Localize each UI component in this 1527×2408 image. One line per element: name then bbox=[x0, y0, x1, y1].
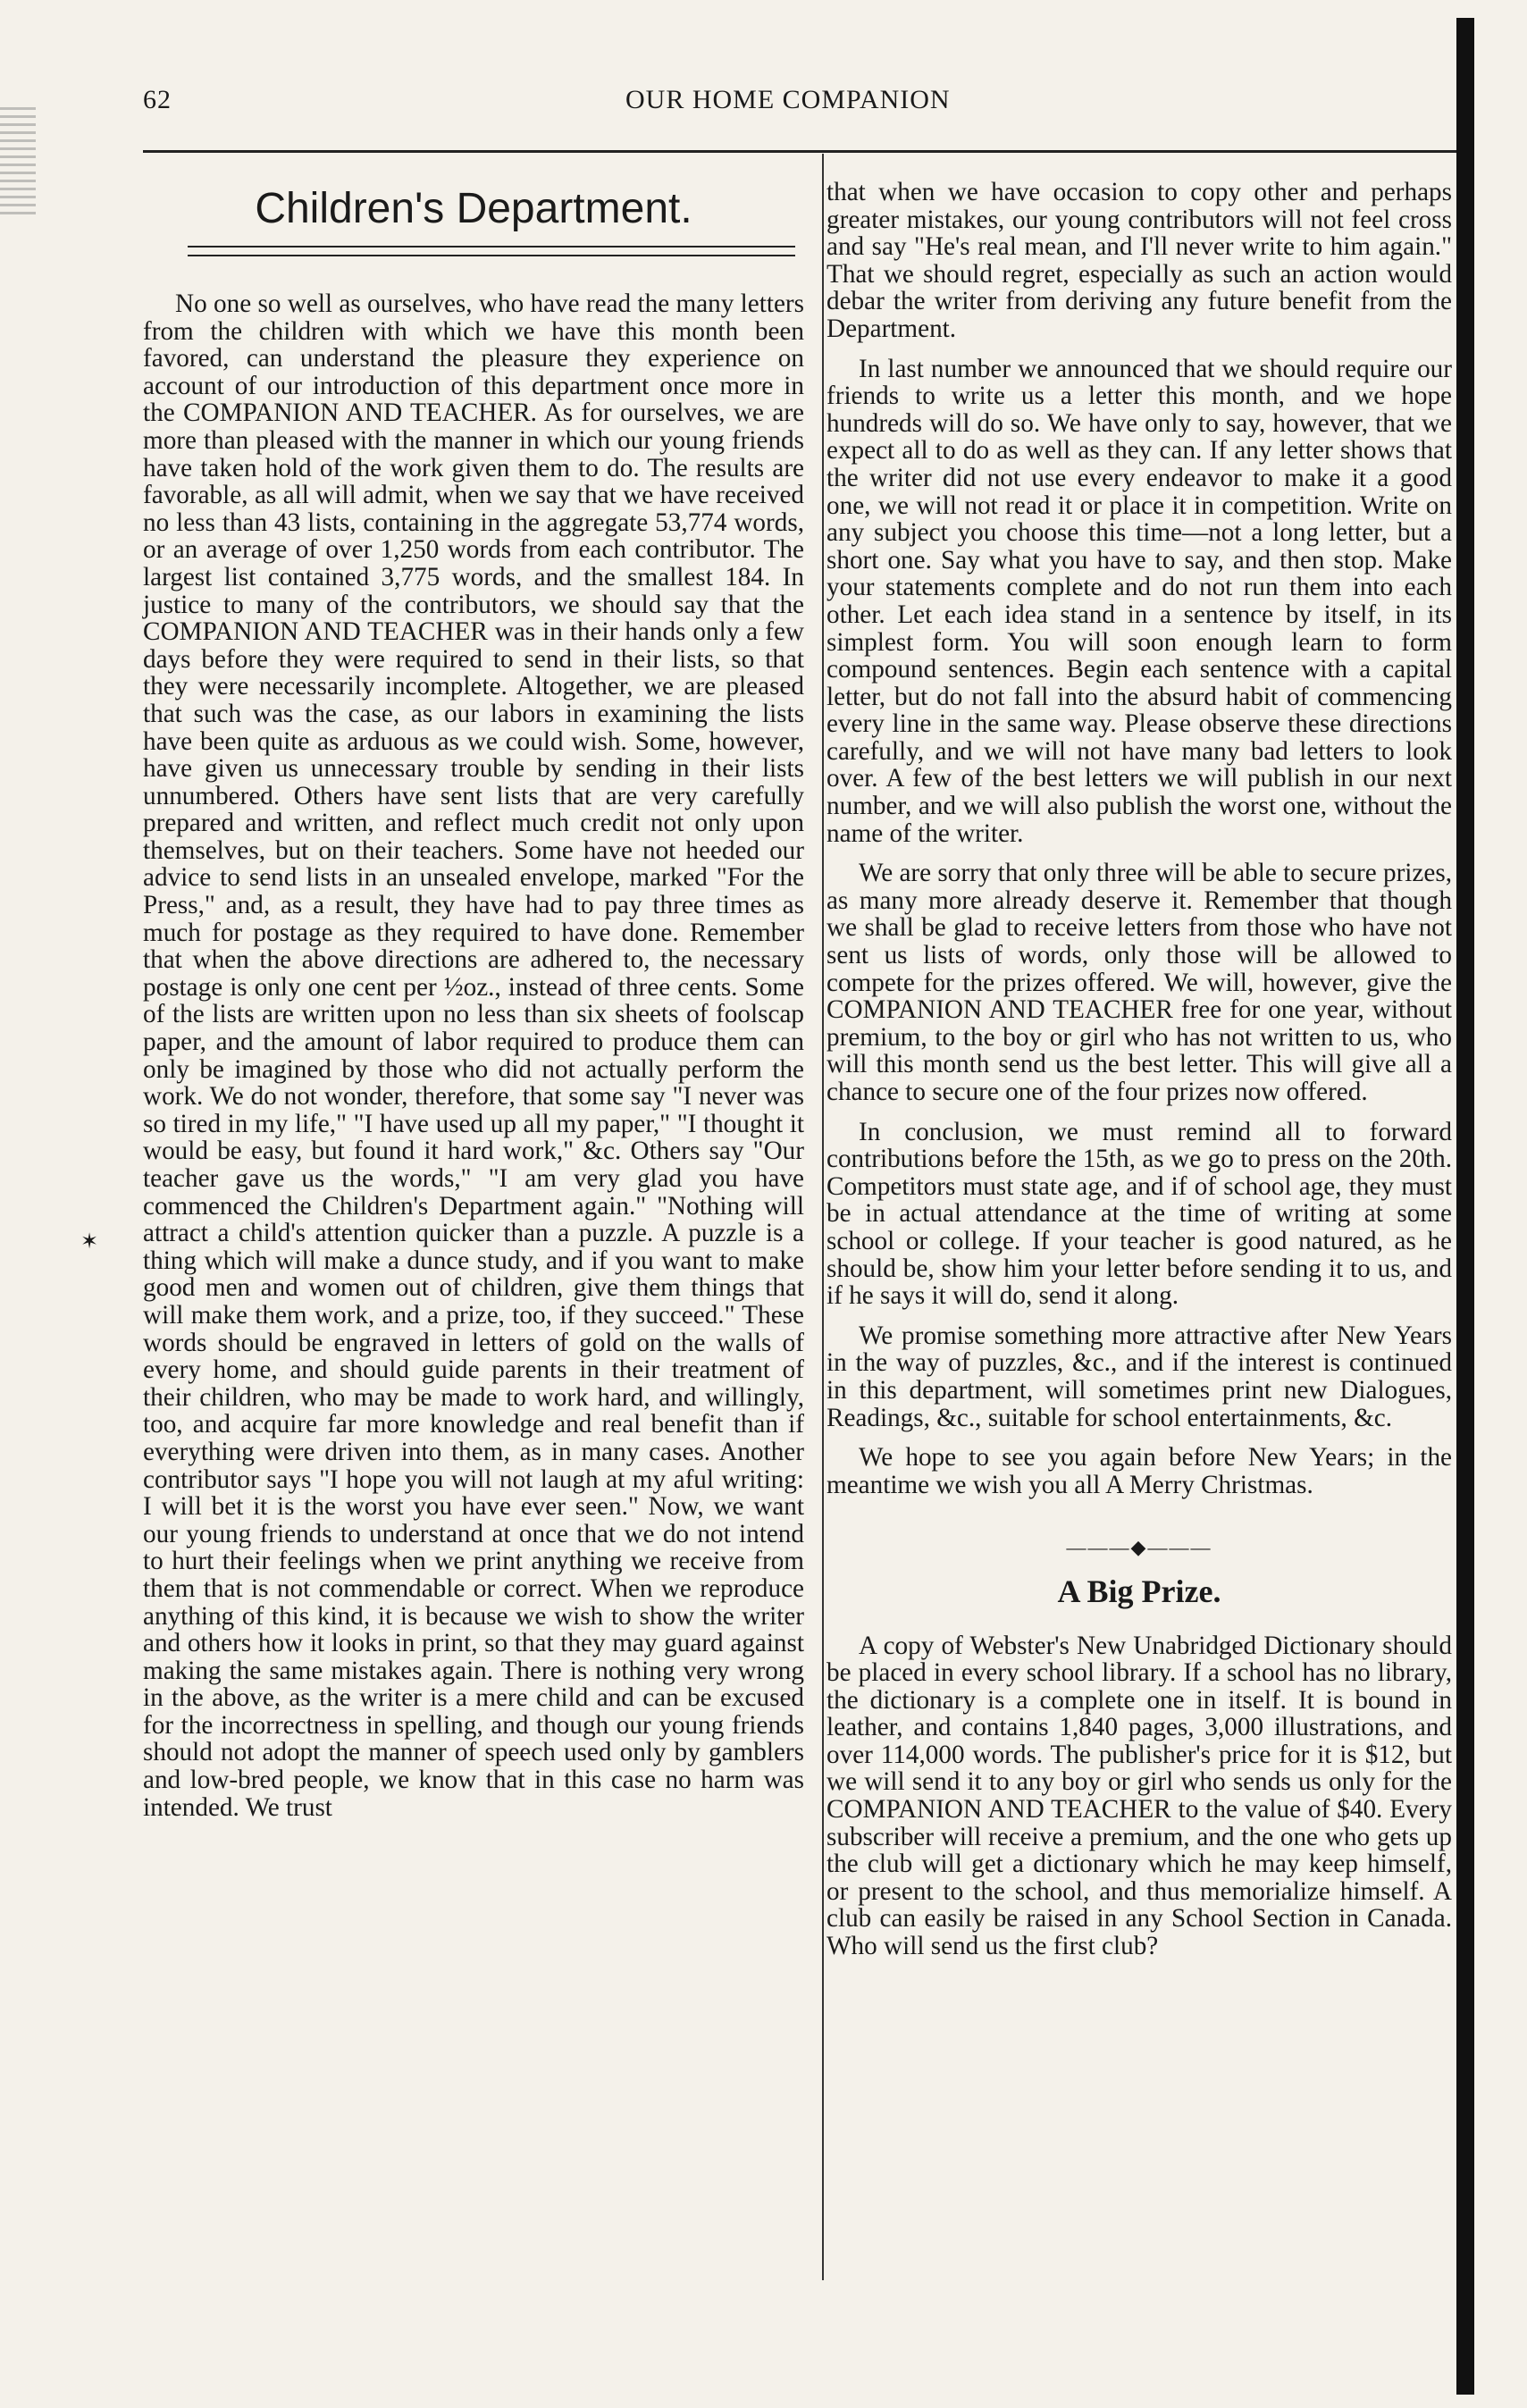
column-divider bbox=[822, 154, 824, 2280]
title-double-rule bbox=[188, 246, 795, 256]
article-paragraph: that when we have occasion to copy other and perhaps greater mistakes, our young contributors will not feel cross and say "He's real mean, and I'll never write to him again." That we should regret, especially as such an action would debar the writer from deriving any future benefit from the Department. bbox=[826, 178, 1452, 343]
margin-star-mark: ✶ bbox=[80, 1230, 99, 1254]
adjacent-page-edge bbox=[1479, 18, 1527, 2395]
scan-edge-artifact bbox=[0, 107, 36, 214]
right-column bbox=[826, 179, 1452, 1973]
left-column bbox=[143, 174, 804, 1833]
article-paragraph: We hope to see you again before New Years; in the meantime we wish you all A Merry Christmas. bbox=[826, 1443, 1452, 1499]
binding-edge bbox=[1456, 18, 1474, 2395]
page-number: 62 bbox=[143, 85, 172, 114]
article-paragraph: In conclusion, we must remind all to forward contributions before the 15th, as we go to press on the 20th. Competitors must state age, and if of school age, they must be in actual attendance at the time of writing at some school or college. If your teacher is good natured, as he should be, show him your letter before sending it to us, and if he says it will do, send it along. bbox=[826, 1117, 1452, 1311]
section-title: Children's Department. bbox=[255, 185, 692, 232]
article-paragraph: In last number we announced that we should require our friends to write us a letter this month, and we hope hundreds will do so. We have only to say, however, that we expect all to do as well as they can. If any letter shows that the writer did not use every endeavor to make it a good one, we will not read it or place it in competition. Write on any subject you choose this time—not a long letter, but a short one. Say what you have to say, and then stop. Make your statements complete and do not run them into each other. Let each idea stand in a sentence by itself, in its simplest form. You will soon enough learn to form compound sentences. Begin each sentence with a capital letter, but do not fall into the absurd habit of commencing every line in the same way. Please observe these directions carefully, and we will not have many bad letters to look over. A few of the best letters we will publish in our next number, and we will also publish the worst one, without the name of the writer. bbox=[826, 354, 1452, 848]
subhead-big-prize: A Big Prize. bbox=[1057, 1573, 1221, 1609]
article-paragraph: We promise something more attractive after New Years in the way of puzzles, &c., and if the interest is continued in this department, will sometimes print new Dialogues, Readings, &c., suitable for school entertainments, &c. bbox=[826, 1321, 1452, 1432]
page-header bbox=[143, 85, 1456, 130]
article-paragraph: A copy of Webster's New Unabridged Dictionary should be placed in every school library. If a school has no library, the dictionary is a complete one in itself. It is bound in leather, and contains 1,840 pages, 3,000 illustrations, and over 114,000 words. The publisher's price for it is $12, but we will send it to any boy or girl who sends us only for the COMPANION AND TEACHER to the value of $40. Every subscriber will receive a premium, and the one who gets up the club will get a dictionary which he may keep himself, or present to the school, and thus memorialize himself. A club can easily be raised in any School Section in Canada. Who will send us the first club? bbox=[826, 1631, 1452, 1961]
section-ornament: ———◆——— bbox=[1066, 1536, 1212, 1559]
header-rule bbox=[143, 150, 1456, 153]
article-paragraph: No one so well as ourselves, who have read the many letters from the children with which we have this month been favored, can understand the pleasure they experience on account of our introduction of this department once more in the COMPANION AND TEACHER. As for ourselves, we are more than pleased with the manner in which our young friends have taken hold of the work given them to do. The results are favorable, as all will admit, when we say that we have received no less than 43 lists, containing in the aggregate 53,774 words, or an average of over 1,250 words from each contributor. The largest list contained 3,775 words, and the smallest 184. In justice to many of the contributors, we should say that the COMPANION AND TEACHER was in their hands only a few days before they were required to send in their lists, so that they were necessarily incomplete. Altogether, we are pleased that such was the case, as our labors in examining the lists have been quite as arduous as we could wish. Some, however, have given us unnecessary trouble by sending in their lists unnumbered. Others have sent lists that are very carefully prepared and written, and reflect much credit not only upon themselves, but on their teachers. Some have not heeded our advice to send lists in an unsealed envelope, marked "For the Press," and, as a result, they have had to pay three times as much for postage as they required to have done. Remember that when the above directions are adhered to, the necessary postage is only one cent per ½oz., instead of three cents. Some of the lists are written upon no less than six sheets of foolscap paper, and the amount of labor required to produce them can only be imagined by those who did not actually perform the work. We do not wonder, therefore, that some say "I never was so tired in my life," "I have used up all my paper," "I thought it would be easy, but found it hard work," &c. Others say "Our teacher gave us the words," "I am very glad you have commenced the Children's Department again." "Nothing will attract a child's attention quicker than a puzzle. A puzzle is a thing which will make a dunce study, and if you want to make good men and women out of children, give them things that will make them work, and a prize, too, if they succeed." These words should be engraved in letters of gold on the walls of every home, and should guide parents in their treatment of their children, who may be made to work hard, and willingly, too, and acquire far more knowledge and real benefit than if everything were driven into them, as in many cases. Another contributor says "I hope you will not laugh at my aful writing: I will bet it is the worst you have ever seen." Now, we want our young friends to understand at once that we do not intend to hurt their feelings when we print anything we receive from them that is not commendable or correct. When we reproduce anything of this kind, it is because we wish to show the writer and others how it looks in print, so that they may guard against making the same mistakes again. There is nothing very wrong in the above, as the writer is a mere child and can be excused for the incorrectness in spelling, and though our young friends should not adopt the manner of speech used only by gamblers and low-bred people, we know that in this case no harm was intended. We trust bbox=[143, 289, 804, 1822]
article-paragraph: We are sorry that only three will be able to secure prizes, as many more already deserve it. Remember that though we shall be glad to receive letters from those who have not sent us lists of words, only those will be allowed to compete for the prizes offered. We will, however, give the COMPANION AND TEACHER free for one year, without premium, to the boy or girl who has not written to us, who will this month send us the best letter. This will give all a chance to secure one of the four prizes now offered. bbox=[826, 859, 1452, 1106]
running-title: OUR HOME COMPANION bbox=[625, 85, 951, 114]
